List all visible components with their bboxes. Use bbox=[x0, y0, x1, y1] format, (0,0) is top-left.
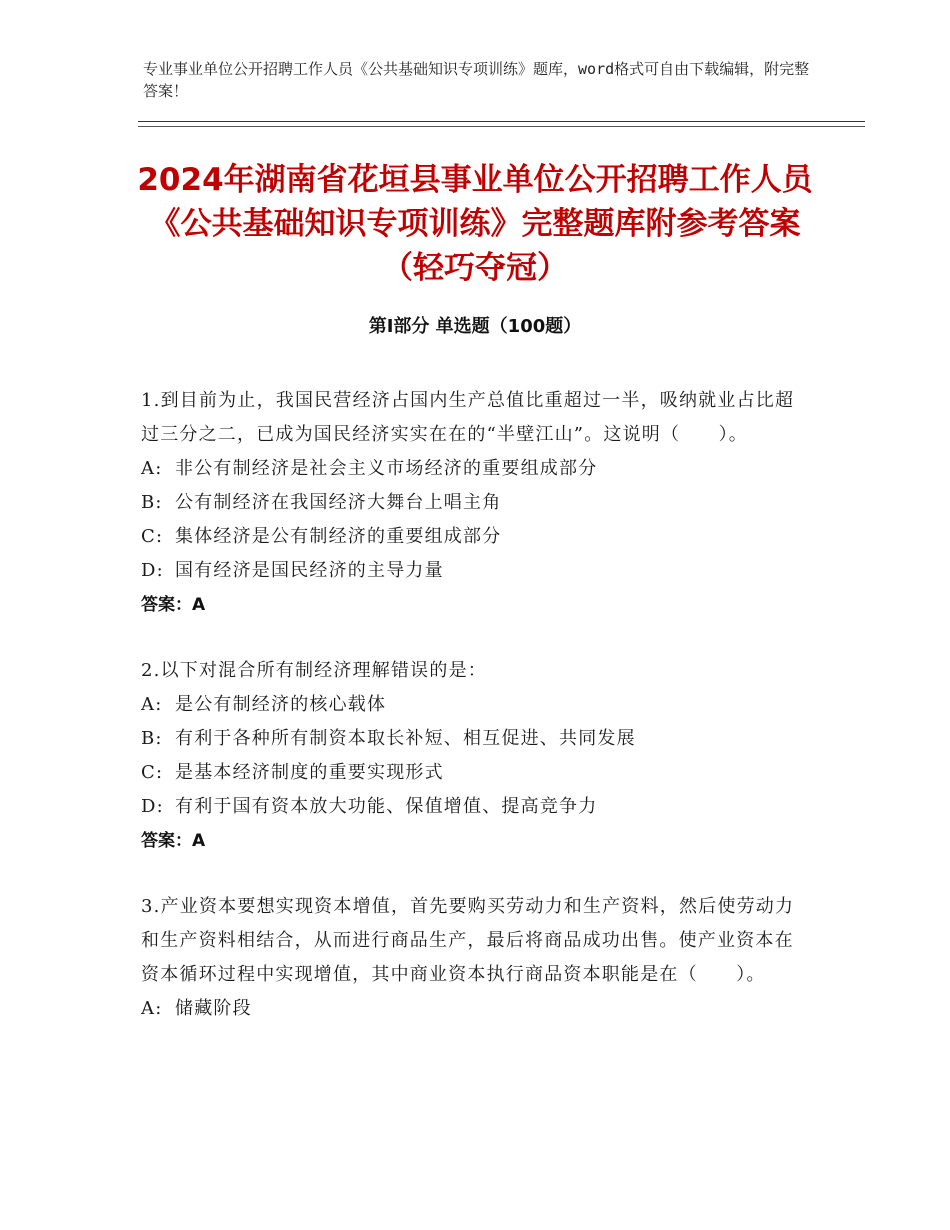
question-list bbox=[141, 384, 811, 1058]
answer-option bbox=[141, 688, 811, 722]
document-title: 2024年湖南省花垣县事业单位公开招聘工作人员《公共基础知识专项训练》完整题库附参考答案（轻巧夺冠） bbox=[137, 162, 813, 286]
option-letter: B: bbox=[141, 492, 163, 513]
answer-line bbox=[141, 588, 811, 622]
question-stem: 1.到目前为止，我国民营经济占国内生产总值比重超过一半，吸纳就业占比超过三分之二，已成为国民经济实实在在的“半壁江山”。这说明（ ）。 bbox=[141, 390, 795, 445]
answer-option bbox=[141, 722, 811, 756]
option-text: 公有制经济在我国经济大舞台上唱主角 bbox=[175, 492, 502, 513]
option-letter: D: bbox=[141, 560, 164, 581]
header-divider-secondary bbox=[138, 126, 865, 127]
question-stem: 2.以下对混合所有制经济理解错误的是： bbox=[141, 660, 487, 681]
answer-option bbox=[141, 452, 811, 486]
answer-value: A bbox=[192, 595, 206, 615]
option-text: 是基本经济制度的重要实现形式 bbox=[175, 762, 444, 783]
option-letter: C: bbox=[141, 526, 164, 547]
answer-label: 答案： bbox=[141, 595, 192, 615]
answer-value: A bbox=[192, 831, 206, 851]
answer-option bbox=[141, 520, 811, 554]
section-heading: 第I部分 单选题（100题） bbox=[368, 316, 582, 337]
answer-option bbox=[141, 790, 811, 824]
option-letter: D: bbox=[141, 796, 164, 817]
answer-option bbox=[141, 486, 811, 520]
option-text: 集体经济是公有制经济的重要组成部分 bbox=[175, 526, 502, 547]
answer-option bbox=[141, 756, 811, 790]
option-letter: A: bbox=[141, 458, 163, 479]
answer-label: 答案： bbox=[141, 831, 192, 851]
question-stem: 3.产业资本要想实现资本增值，首先要购买劳动力和生产资料，然后使劳动力和生产资料相结合，从而进行商品生产，最后将商品成功出售。使产业资本在资本循环过程中实现增值，其中商业资本执行商品资本职能是在（ ）。 bbox=[141, 896, 795, 985]
option-text: 是公有制经济的核心载体 bbox=[175, 694, 387, 715]
option-text: 有利于国有资本放大功能、保值增值、提高竞争力 bbox=[175, 796, 598, 817]
option-text: 非公有制经济是社会主义市场经济的重要组成部分 bbox=[175, 458, 598, 479]
header-divider bbox=[138, 121, 865, 122]
header-note: 专业事业单位公开招聘工作人员《公共基础知识专项训练》题库，word格式可自由下载编辑，附完整答案！ bbox=[143, 60, 810, 100]
option-text: 有利于各种所有制资本取长补短、相互促进、共同发展 bbox=[175, 728, 636, 749]
question-item bbox=[141, 890, 811, 1026]
question-item bbox=[141, 654, 811, 858]
option-text: 国有经济是国民经济的主导力量 bbox=[175, 560, 444, 581]
option-letter: C: bbox=[141, 762, 164, 783]
answer-option bbox=[141, 992, 811, 1026]
answer-option bbox=[141, 554, 811, 588]
option-letter: A: bbox=[141, 998, 163, 1019]
answer-line bbox=[141, 824, 811, 858]
option-letter: B: bbox=[141, 728, 163, 749]
option-text: 储藏阶段 bbox=[175, 998, 252, 1019]
question-item bbox=[141, 384, 811, 622]
option-letter: A: bbox=[141, 694, 163, 715]
